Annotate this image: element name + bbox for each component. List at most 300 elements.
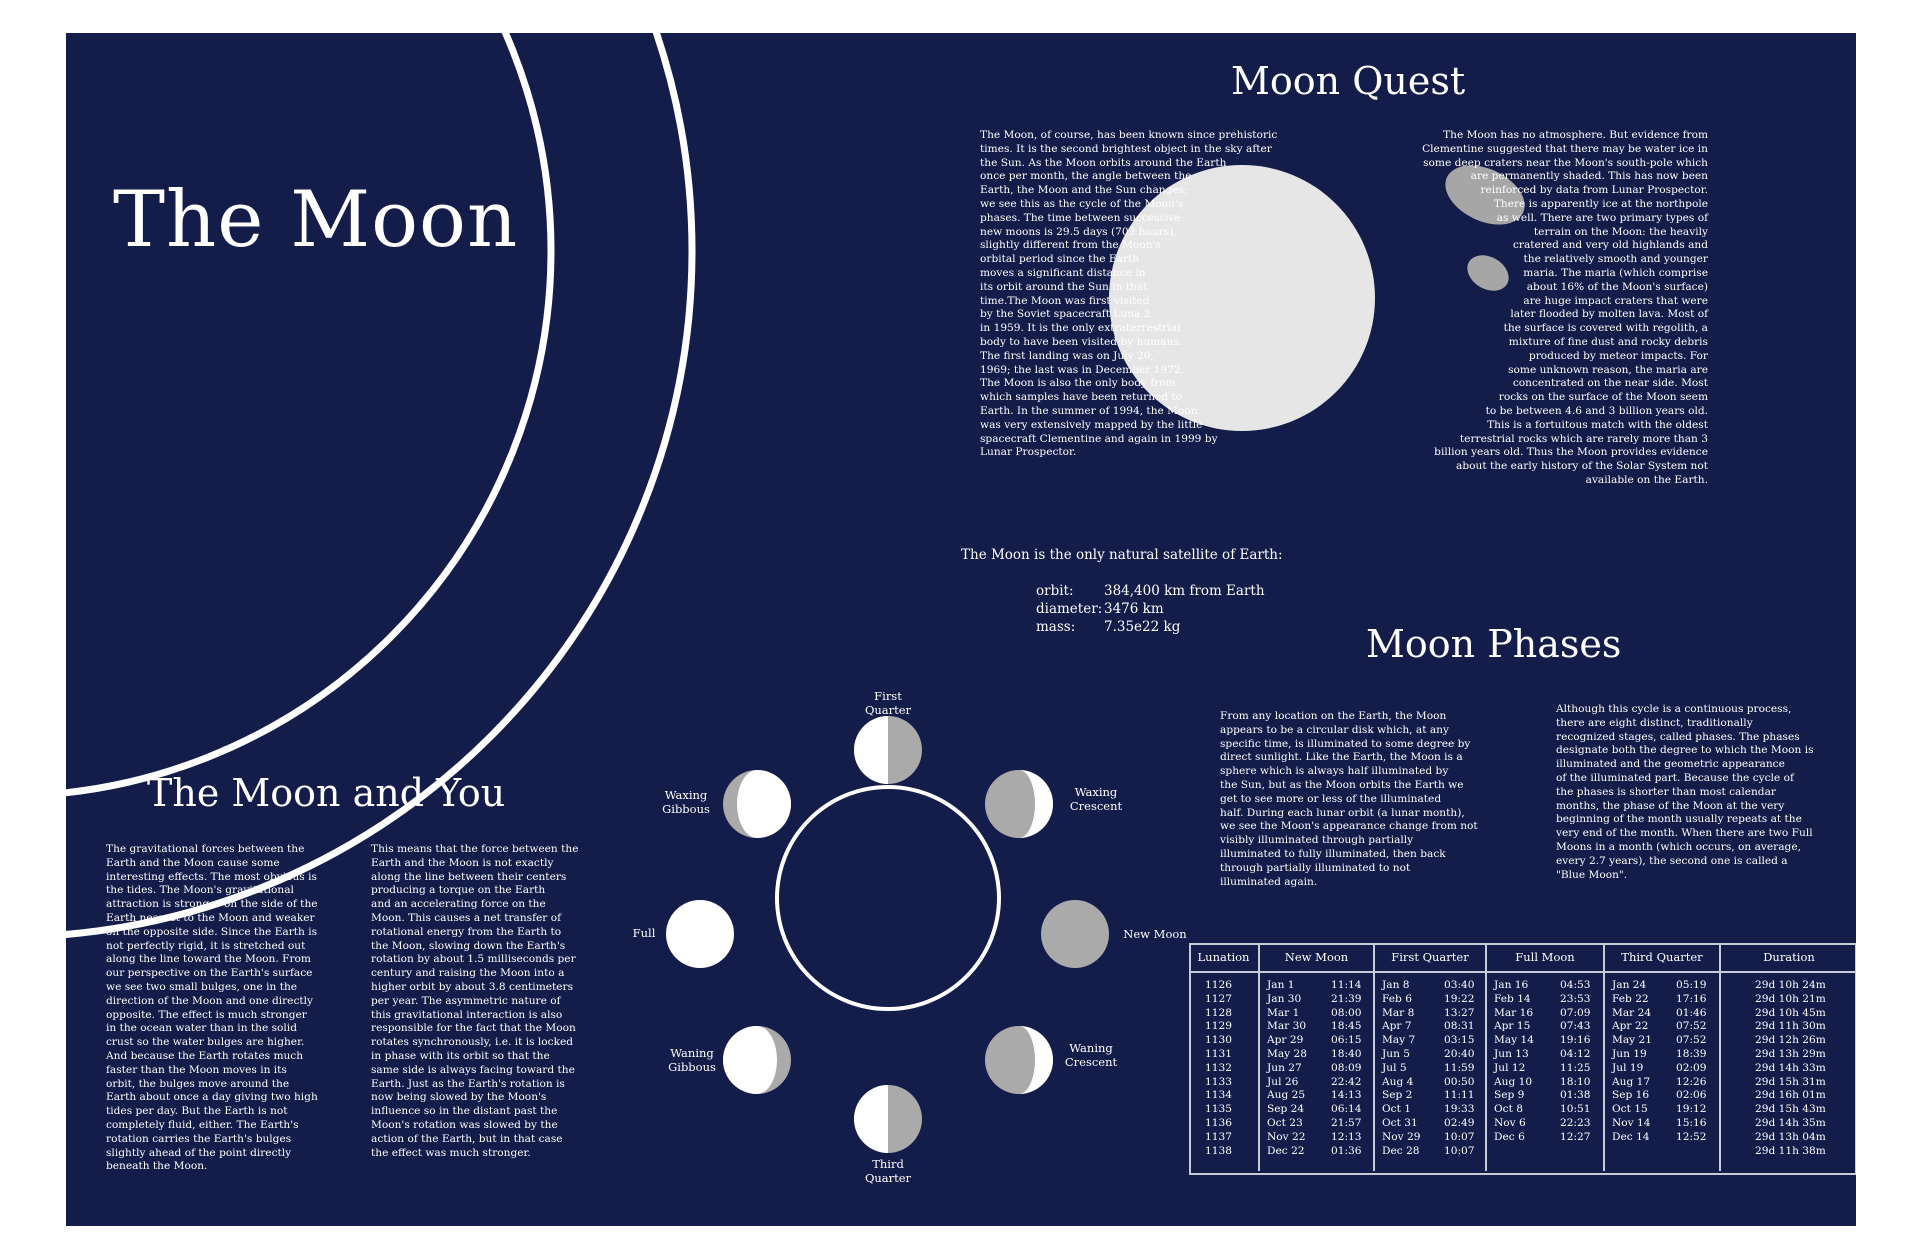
moon-phases-col2 — [1556, 703, 1826, 882]
date-cell: Aug 25 — [1267, 1089, 1306, 1102]
table-row — [1382, 1103, 1485, 1117]
time-cell: 21:57 — [1331, 1116, 1362, 1129]
text-line: in 1959. It is the only extraterrestrial — [980, 322, 1181, 335]
text-line: beginning of the month usually repeats at the — [1556, 813, 1802, 826]
text-line: beneath the Moon. — [106, 1160, 208, 1173]
text-line: recognized stages, called phases. The phases — [1556, 730, 1800, 743]
label-line: Crescent — [1069, 799, 1123, 813]
moon-phases-col1 — [1220, 710, 1490, 889]
text-line: in the ocean water than in the solid — [106, 1022, 297, 1035]
text-line: reinforced by data from Lunar Prospector. — [1480, 184, 1708, 197]
label-line: Waning — [1069, 1041, 1113, 1055]
fact-orbit — [1036, 582, 1265, 600]
moon-poster — [66, 33, 1856, 1226]
table-row — [1267, 979, 1373, 993]
text-line: action of the Earth, but in that case — [371, 1132, 563, 1145]
table-cell: 1134 — [1205, 1089, 1232, 1102]
table-row — [1494, 1089, 1603, 1103]
text-line: which samples have been returned to — [980, 391, 1183, 404]
time-cell: 03:40 — [1444, 979, 1475, 991]
table-cell: 1137 — [1205, 1130, 1232, 1143]
date-cell: Oct 8 — [1494, 1103, 1523, 1116]
time-cell: 08:31 — [1444, 1020, 1475, 1033]
text-line: the relatively smooth and younger — [1523, 253, 1708, 266]
table-row — [1494, 979, 1603, 993]
text-line: interesting effects. The most obvious is — [106, 870, 317, 883]
date-cell: Mar 1 — [1267, 1006, 1300, 1019]
date-cell: Jul 19 — [1612, 1061, 1644, 1074]
table-row — [1612, 1048, 1719, 1062]
time-cell: 08:00 — [1331, 1006, 1362, 1019]
text-line: maria. The maria (which comprise — [1523, 266, 1708, 279]
text-line: illuminated again. — [1220, 875, 1318, 888]
text-line: billion years old. Thus the Moon provides evidence — [1434, 446, 1708, 459]
time-cell: 07:52 — [1676, 1034, 1707, 1047]
time-cell: 12:26 — [1676, 1075, 1707, 1088]
table-row — [1267, 1089, 1373, 1103]
text-line: From any location on the Earth, the Moon — [1220, 710, 1447, 722]
text-line: in phase with its orbit so that the — [371, 1049, 550, 1062]
text-line: some deep craters near the Moon's south-pole which — [1423, 156, 1708, 169]
text-line: months, the phase of the Moon at the very — [1556, 799, 1785, 812]
text-line: slightly ahead of the point directly — [106, 1146, 292, 1159]
label-line: Third — [872, 1157, 904, 1171]
date-cell: Jun 27 — [1267, 1061, 1302, 1074]
moon-quest-right-text — [1396, 129, 1708, 488]
time-cell: 19:22 — [1444, 992, 1475, 1005]
new-moon — [1041, 900, 1109, 968]
table-row — [1494, 1076, 1603, 1090]
text-line: Earth about once a day giving two high — [106, 1091, 318, 1104]
text-line: This is a fortuitous match with the oldest — [1487, 418, 1708, 431]
date-cell: Aug 4 — [1382, 1075, 1414, 1088]
table-row — [1267, 1062, 1373, 1076]
text-line: was very extensively mapped by the little — [980, 418, 1203, 431]
text-line: Moons in a month (which occurs, on average, — [1556, 840, 1801, 853]
time-cell: 01:46 — [1676, 1006, 1707, 1019]
time-cell: 11:25 — [1560, 1061, 1591, 1074]
text-line: sphere which is always half illuminated by — [1220, 765, 1449, 778]
mass-value: 7.35e22 kg — [1104, 619, 1181, 635]
time-cell: 13:27 — [1444, 1006, 1475, 1019]
text-line: Lunar Prospector. — [980, 446, 1077, 459]
mass-label: mass: — [1036, 619, 1076, 635]
text-line: And because the Earth rotates much — [106, 1049, 304, 1062]
label-waxing-gibbous — [636, 788, 736, 816]
date-cell: Dec 28 — [1382, 1144, 1420, 1157]
waxing-crescent-moon — [985, 770, 1053, 838]
table-row — [1382, 1034, 1485, 1048]
table-row — [1494, 1145, 1603, 1159]
text-line: and an accelerating force on the — [371, 898, 546, 911]
text-line: 1969; the last was in December 1972. — [980, 363, 1184, 376]
table-cell: 1130 — [1205, 1034, 1232, 1047]
text-line: later flooded by molten lava. Most of — [1510, 308, 1708, 321]
table-cell: 1132 — [1205, 1061, 1232, 1074]
text-line: rotational energy from the Earth to — [371, 925, 562, 938]
text-line: rotates synchronously, i.e. it is locked — [371, 1036, 574, 1049]
date-cell: Jul 5 — [1382, 1061, 1407, 1074]
date-cell: Jan 24 — [1612, 979, 1647, 991]
text-line: rotation carries the Earth's bulges — [106, 1132, 292, 1145]
text-line: designate both the degree to which the Moon is — [1556, 744, 1814, 757]
date-cell: May 21 — [1612, 1034, 1652, 1047]
date-cell: Jun 5 — [1382, 1047, 1410, 1060]
date-cell: Mar 16 — [1494, 1006, 1534, 1019]
text-line: "Blue Moon". — [1556, 868, 1628, 881]
table-cell: 29d 10h 24m — [1755, 979, 1826, 991]
table-row — [1267, 1034, 1373, 1048]
time-cell: 12:13 — [1331, 1130, 1362, 1143]
table-cell: 1136 — [1205, 1116, 1232, 1129]
earth-orbit-circle — [777, 787, 999, 1009]
time-cell: 08:09 — [1331, 1061, 1362, 1074]
column-new-moon — [1260, 943, 1375, 1171]
text-line: get to see more or less of the illuminated — [1220, 792, 1442, 805]
lunation-table — [1189, 943, 1856, 1175]
table-row — [1267, 1020, 1373, 1034]
time-cell: 06:15 — [1331, 1034, 1362, 1047]
time-cell: 04:12 — [1560, 1047, 1591, 1060]
time-cell: 12:52 — [1676, 1130, 1707, 1143]
text-line: along the line between their centers — [371, 870, 567, 883]
time-cell: 03:15 — [1444, 1034, 1475, 1047]
table-row — [1494, 1048, 1603, 1062]
table-row — [1494, 1117, 1603, 1131]
header-new-moon: New Moon — [1260, 943, 1373, 973]
text-line: as well. There are two primary types of — [1496, 211, 1708, 224]
table-cell: 29d 14h 33m — [1755, 1061, 1826, 1074]
table-row — [1267, 1117, 1373, 1131]
text-line: faster than the Moon moves in its — [106, 1063, 287, 1076]
time-cell: 22:42 — [1331, 1075, 1362, 1088]
table-row — [1612, 979, 1719, 993]
text-line: of the illuminated part. Because the cycle of — [1556, 771, 1794, 784]
date-cell: Apr 7 — [1382, 1020, 1412, 1033]
time-cell: 11:59 — [1444, 1061, 1475, 1074]
time-cell: 20:40 — [1444, 1047, 1475, 1060]
fact-mass — [1036, 618, 1180, 636]
table-cell: 1135 — [1205, 1103, 1232, 1116]
date-cell: Jan 30 — [1267, 992, 1302, 1005]
text-line: we see two small bulges, one in the — [106, 980, 298, 993]
diameter-value: 3476 km — [1104, 601, 1164, 617]
table-cell: 29d 15h 31m — [1755, 1075, 1826, 1088]
time-cell: 18:10 — [1560, 1075, 1591, 1088]
label-line: Crescent — [1064, 1055, 1118, 1069]
text-line: Earth, the Moon and the Sun changes; — [980, 184, 1188, 197]
time-cell: 01:38 — [1560, 1089, 1591, 1102]
text-line: available on the Earth. — [1585, 473, 1708, 486]
diameter-label: diameter: — [1036, 601, 1103, 617]
date-cell: Dec 14 — [1612, 1130, 1650, 1143]
text-line: Earth and the Moon cause some — [106, 856, 280, 869]
table-row — [1267, 1131, 1373, 1145]
label-waning-crescent — [1041, 1041, 1141, 1069]
time-cell: 10:07 — [1444, 1144, 1475, 1157]
time-cell: 06:14 — [1331, 1103, 1362, 1116]
text-line: spacecraft Clementine and again in 1999 by — [980, 432, 1218, 445]
text-line: Moon's rotation was slowed by the — [371, 1118, 558, 1131]
table-row — [1382, 1117, 1485, 1131]
table-cell: 1128 — [1205, 1006, 1232, 1019]
text-line: specific time, is illuminated to some degree by — [1220, 737, 1471, 750]
text-line: the Sun. As the Moon orbits around the Earth — [980, 156, 1227, 169]
text-line: Earth and the Moon is not exactly — [371, 856, 554, 869]
date-cell: Feb 6 — [1382, 992, 1412, 1005]
table-row — [1382, 1145, 1485, 1159]
table-cell: 1133 — [1205, 1075, 1232, 1088]
date-cell: Mar 8 — [1382, 1006, 1415, 1019]
table-row — [1612, 1034, 1719, 1048]
header-full-moon: Full Moon — [1487, 943, 1603, 973]
facts-intro: The Moon is the only natural satellite of Earth: — [961, 547, 1283, 563]
table-row — [1382, 979, 1485, 993]
text-line: we see this as the cycle of the Moon's — [980, 197, 1184, 210]
text-line: the Sun, but as the Moon orbits the Earth we — [1220, 778, 1464, 791]
date-cell: Jan 8 — [1382, 979, 1410, 991]
table-row — [1494, 1034, 1603, 1048]
column-first-quarter — [1375, 943, 1487, 1171]
text-line: cratered and very old highlands and — [1512, 239, 1708, 252]
table-row — [1267, 1007, 1373, 1021]
label-line: Waxing — [1074, 785, 1118, 799]
text-line: about 16% of the Moon's surface) — [1526, 280, 1708, 293]
text-line: This means that the force between the — [371, 843, 579, 855]
text-line: every 2.7 years), the second one is called a — [1556, 854, 1788, 867]
time-cell: 23:53 — [1560, 992, 1591, 1005]
date-cell: Apr 29 — [1267, 1034, 1304, 1047]
table-row — [1494, 1062, 1603, 1076]
text-line: the Moon, slowing down the Earth's — [371, 939, 566, 952]
text-line: we see the Moon's appearance change from not — [1220, 820, 1478, 833]
text-line: The gravitational forces between the — [106, 843, 305, 855]
label-line: First — [874, 689, 902, 703]
table-row — [1494, 1020, 1603, 1034]
date-cell: Mar 24 — [1612, 1006, 1652, 1019]
table-row — [1612, 1145, 1719, 1159]
date-cell: Nov 22 — [1267, 1130, 1306, 1143]
text-line: Clementine suggested that there may be water ice in — [1422, 142, 1708, 155]
text-line: new moons is 29.5 days (709 hours), — [980, 225, 1177, 238]
time-cell: 10:51 — [1560, 1103, 1591, 1116]
text-line: very end of the month. When there are two Full — [1556, 827, 1813, 840]
text-line: now being slowed by the Moon's — [371, 1091, 547, 1104]
table-row — [1382, 1062, 1485, 1076]
table-cell: 1126 — [1205, 979, 1232, 991]
text-line: produced by meteor impacts. For — [1528, 349, 1708, 362]
table-row — [1612, 1117, 1719, 1131]
date-cell: Nov 14 — [1612, 1116, 1651, 1129]
table-cell: 29d 13h 29m — [1755, 1047, 1826, 1060]
date-cell: Apr 22 — [1612, 1020, 1649, 1033]
table-cell: 1138 — [1205, 1144, 1232, 1157]
label-new-moon — [1110, 927, 1200, 941]
date-cell: Jul 12 — [1494, 1061, 1526, 1074]
table-row — [1267, 1048, 1373, 1062]
table-cell: 29d 11h 30m — [1755, 1020, 1826, 1033]
time-cell: 02:09 — [1676, 1061, 1707, 1074]
text-line: The first landing was on July 20, — [980, 349, 1154, 362]
orbit-value: 384,400 km from Earth — [1104, 583, 1265, 599]
date-cell: Oct 23 — [1267, 1116, 1303, 1129]
date-cell: Nov 6 — [1494, 1116, 1526, 1129]
text-line: not perfectly rigid, it is stretched out — [106, 939, 306, 952]
label-full — [614, 926, 674, 940]
text-line: mixture of fine dust and rocky debris — [1508, 335, 1708, 348]
text-line: The Moon, of course, has been known since prehistoric — [980, 129, 1278, 141]
date-cell: Dec 6 — [1494, 1130, 1525, 1143]
header-duration: Duration — [1721, 943, 1856, 973]
time-cell: 19:33 — [1444, 1103, 1475, 1116]
text-line: Moon. This causes a net transfer of — [371, 911, 562, 924]
time-cell: 10:07 — [1444, 1130, 1475, 1143]
date-cell: Jan 1 — [1267, 979, 1295, 991]
date-cell: Feb 22 — [1612, 992, 1649, 1005]
text-line: once per month, the angle between the — [980, 170, 1192, 183]
date-cell: Mar 30 — [1267, 1020, 1307, 1033]
moon-and-you-heading: The Moon and You — [147, 771, 506, 815]
text-line: direct sunlight. Like the Earth, the Moon is a — [1220, 751, 1463, 764]
table-row — [1267, 1103, 1373, 1117]
text-line: terrestrial rocks which are rarely more than 3 — [1459, 432, 1708, 445]
new-moon-cells — [1260, 973, 1373, 1158]
text-line: higher orbit by about 3.8 centimeters — [371, 980, 574, 993]
header-third-quarter: Third Quarter — [1605, 943, 1719, 973]
date-cell: Oct 15 — [1612, 1103, 1648, 1116]
table-cell: 29d 12h 26m — [1755, 1034, 1826, 1047]
table-row — [1382, 1020, 1485, 1034]
fact-diameter — [1036, 600, 1164, 618]
table-row — [1382, 1048, 1485, 1062]
orbit-ring-inner — [66, 33, 551, 796]
text-line: the effect was much stronger. — [371, 1146, 531, 1159]
text-line: orbit, the bulges move around the — [106, 1077, 290, 1090]
text-line: illuminated and the geometric appearance — [1556, 758, 1785, 771]
table-cell: 29d 11h 38m — [1755, 1144, 1826, 1157]
text-line: producing a torque on the Earth — [371, 884, 546, 897]
text-line: by the Soviet spacecraft Luna 2 — [980, 308, 1151, 321]
moon-and-you-col1 — [106, 843, 331, 1174]
table-row — [1612, 1007, 1719, 1021]
text-line: illuminated to fully illuminated, then back — [1220, 847, 1446, 860]
label-third-quarter — [838, 1157, 938, 1185]
text-line: appears to be a circular disk which, at any — [1220, 723, 1449, 736]
text-line: slightly different from the Moon's — [980, 239, 1161, 252]
text-line: to be between 4.6 and 3 billion years old. — [1485, 404, 1708, 417]
text-line: moves a significant distance in — [980, 266, 1146, 279]
label-line: New Moon — [1123, 927, 1187, 941]
date-cell: Aug 17 — [1612, 1075, 1651, 1088]
text-line: body to have been visited by humans. — [980, 335, 1183, 348]
label-line: Waning — [670, 1046, 714, 1060]
text-line: orbital period since the Earth — [980, 253, 1140, 266]
text-line: Although this cycle is a continuous process, — [1556, 703, 1792, 715]
column-full-moon — [1487, 943, 1605, 1171]
text-line: phases. The time between successive — [980, 211, 1181, 224]
text-line: rocks on the surface of the Moon seem — [1498, 391, 1708, 404]
text-line: crust so the water bulges are higher. — [106, 1036, 305, 1049]
table-cell: 29d 13h 04m — [1755, 1130, 1826, 1143]
moon-phases-heading: Moon Phases — [1366, 622, 1622, 666]
text-line: through partially illuminated to not — [1220, 861, 1411, 874]
third-quarter-cells — [1605, 973, 1719, 1158]
time-cell: 04:53 — [1560, 979, 1591, 991]
time-cell: 02:06 — [1676, 1089, 1707, 1102]
table-cell: 1131 — [1205, 1047, 1232, 1060]
text-line: this gravitational interaction is also — [371, 1008, 563, 1021]
label-line: Waxing — [664, 788, 708, 802]
date-cell: May 28 — [1267, 1047, 1307, 1060]
table-row — [1494, 993, 1603, 1007]
date-cell: Oct 31 — [1382, 1116, 1418, 1129]
text-line: Earth nearest to the Moon and weaker — [106, 911, 315, 924]
table-row — [1382, 1007, 1485, 1021]
text-line: century and raising the Moon into a — [371, 967, 565, 980]
date-cell: Sep 9 — [1494, 1089, 1525, 1102]
column-duration — [1721, 943, 1856, 1171]
time-cell: 18:39 — [1676, 1047, 1707, 1060]
text-line: There is apparently ice at the northpole — [1493, 197, 1708, 210]
duration-cells — [1721, 973, 1856, 1158]
column-lunation — [1189, 943, 1260, 1171]
time-cell: 11:11 — [1444, 1089, 1475, 1102]
time-cell: 18:40 — [1331, 1047, 1362, 1060]
text-line: along the line toward the Moon. From — [106, 953, 311, 966]
time-cell: 21:39 — [1331, 992, 1362, 1005]
time-cell: 17:16 — [1676, 992, 1707, 1005]
time-cell: 12:27 — [1560, 1130, 1591, 1143]
header-first-quarter: First Quarter — [1375, 943, 1485, 973]
time-cell: 00:50 — [1444, 1075, 1475, 1088]
table-row — [1382, 1089, 1485, 1103]
table-cell: 1127 — [1205, 992, 1232, 1005]
text-line: the surface is covered with regolith, a — [1503, 322, 1708, 335]
date-cell: Dec 22 — [1267, 1144, 1305, 1157]
text-line: responsible for the fact that the Moon — [371, 1022, 576, 1035]
text-line: tides per day. But the Earth is not — [106, 1105, 288, 1118]
moon-quest-left-text — [980, 129, 1280, 460]
date-cell: Feb 14 — [1494, 992, 1531, 1005]
text-line: there are eight distinct, traditionally — [1556, 716, 1753, 729]
text-line: direction of the Moon and one directly — [106, 994, 314, 1007]
time-cell: 22:23 — [1560, 1116, 1591, 1129]
date-cell: May 14 — [1494, 1034, 1534, 1047]
first-quarter-cells — [1375, 973, 1485, 1158]
text-line: The Moon has no atmosphere. But evidence from — [1443, 129, 1708, 141]
date-cell: Oct 1 — [1382, 1103, 1411, 1116]
time-cell: 02:49 — [1444, 1116, 1475, 1129]
date-cell: Jan 16 — [1494, 979, 1529, 991]
date-cell: Apr 15 — [1494, 1020, 1531, 1033]
text-line: times. It is the second brightest object in the sky after — [980, 142, 1272, 155]
label-line: Full — [632, 926, 656, 940]
text-line: visibly illuminated through partially — [1220, 834, 1414, 847]
text-line: its orbit around the Sun in that — [980, 280, 1148, 293]
text-line: attraction is stronger on the side of the — [106, 898, 318, 911]
table-row — [1612, 1020, 1719, 1034]
text-line: Earth. In the summer of 1994, the Moon — [980, 404, 1198, 417]
table-cell: 29d 16h 01m — [1755, 1089, 1826, 1102]
date-cell: Sep 2 — [1382, 1089, 1413, 1102]
table-row — [1612, 1076, 1719, 1090]
label-line: Quarter — [864, 1171, 912, 1185]
date-cell: Nov 29 — [1382, 1130, 1421, 1143]
table-row — [1382, 1131, 1485, 1145]
label-waning-gibbous — [642, 1046, 742, 1074]
third-quarter-moon — [854, 1085, 922, 1153]
table-row — [1267, 1076, 1373, 1090]
